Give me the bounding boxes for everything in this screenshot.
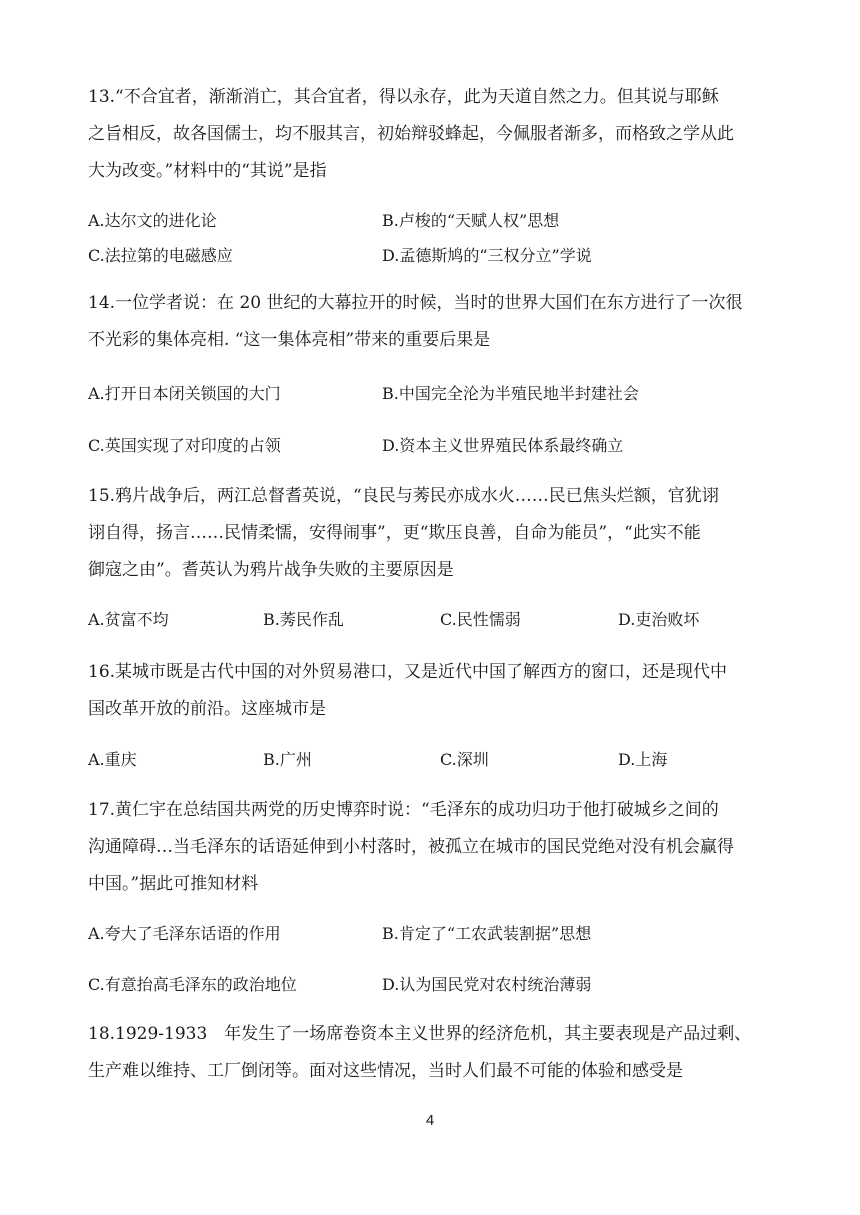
option-a: A.达尔文的进化论 [88, 211, 217, 230]
option-d: D.上海 [618, 750, 668, 769]
question-text-line: 之旨相反，故各国儒士，均不服其言，初始辩驳蜂起，今佩服者渐多，而格致之学从此 [88, 124, 734, 144]
option-d: D.吏治败坏 [618, 610, 700, 629]
option-a: A.夸大了毛泽东话语的作用 [88, 924, 281, 943]
option-a: A.重庆 [88, 750, 137, 769]
question-text-line: 生产难以维持、工厂倒闭等。面对这些情况，当时人们最不可能的体验和感受是 [88, 1061, 683, 1081]
question-text-line: 御寇之由”。耆英认为鸦片战争失败的主要原因是 [88, 560, 454, 580]
question-text-line: 大为改变。”材料中的“其说”是指 [88, 161, 327, 181]
question-18-stem [88, 1016, 788, 1090]
option-c: C.有意抬高毛泽东的政治地位 [88, 975, 297, 994]
question-text-line: 13.“不合宜者，渐渐消亡，其合宜者，得以永存，此为天道自然之力。但其说与耶稣 [88, 87, 719, 107]
option-d: D.资本主义世界殖民体系最终确立 [382, 436, 624, 455]
question-17-stem [88, 792, 788, 903]
question-14-stem [88, 285, 788, 359]
question-text-line: 沟通障碍…当毛泽东的话语延伸到小村落时，被孤立在城市的国民党绝对没有机会赢得 [88, 837, 734, 857]
question-13-stem [88, 79, 788, 190]
question-text-line: 17.黄仁宇在总结国共两党的历史博弈时说：“毛泽东的成功归功于他打破城乡之间的 [88, 800, 719, 820]
option-c: C.英国实现了对印度的占领 [88, 436, 281, 455]
question-text-line: 诩自得，扬言……民情柔懦，安得闹事”，更“欺压良善，自命为能员”，“此实不能 [88, 523, 701, 543]
question-16-stem [88, 654, 788, 728]
option-b: B.莠民作乱 [263, 610, 344, 629]
option-a: A.贫富不均 [88, 610, 169, 629]
option-c: C.民性懦弱 [440, 610, 521, 629]
question-15-stem [88, 478, 788, 589]
option-b: B.中国完全沦为半殖民地半封建社会 [382, 384, 639, 403]
question-text-line: 不光彩的集体亮相. “这一集体亮相”带来的重要后果是 [88, 330, 491, 350]
question-text-line: 15.鸦片战争后，两江总督耆英说，“良民与莠民亦成水火……民已焦头烂额，官犹诩 [88, 486, 719, 506]
option-b: B.卢梭的“天赋人权”思想 [382, 211, 560, 230]
question-text-line: 16.某城市既是古代中国的对外贸易港口，又是近代中国了解西方的窗口，还是现代中 [88, 662, 728, 682]
question-text-line: 中国。”据此可推知材料 [88, 874, 259, 894]
option-b: B.肯定了“工农武装割据”思想 [382, 924, 592, 943]
option-a: A.打开日本闭关锁国的大门 [88, 384, 281, 403]
option-c: C.法拉第的电磁感应 [88, 246, 233, 265]
option-b: B.广州 [263, 750, 312, 769]
question-text-line: 14.一位学者说：在 20 世纪的大幕拉开的时候，当时的世界大国们在东方进行了一次很 [88, 293, 743, 313]
option-d: D.认为国民党对农村统治薄弱 [382, 975, 592, 994]
question-text-line: 国改革开放的前沿。这座城市是 [88, 699, 326, 719]
question-text-line: 18.1929-1933 年发生了一场席卷资本主义世界的经济危机，其主要表现是产品过剩、 [88, 1024, 752, 1044]
page-number: 4 [425, 1112, 435, 1129]
option-c: C.深圳 [440, 750, 489, 769]
option-d: D.孟德斯鸠的“三权分立”学说 [382, 246, 592, 265]
